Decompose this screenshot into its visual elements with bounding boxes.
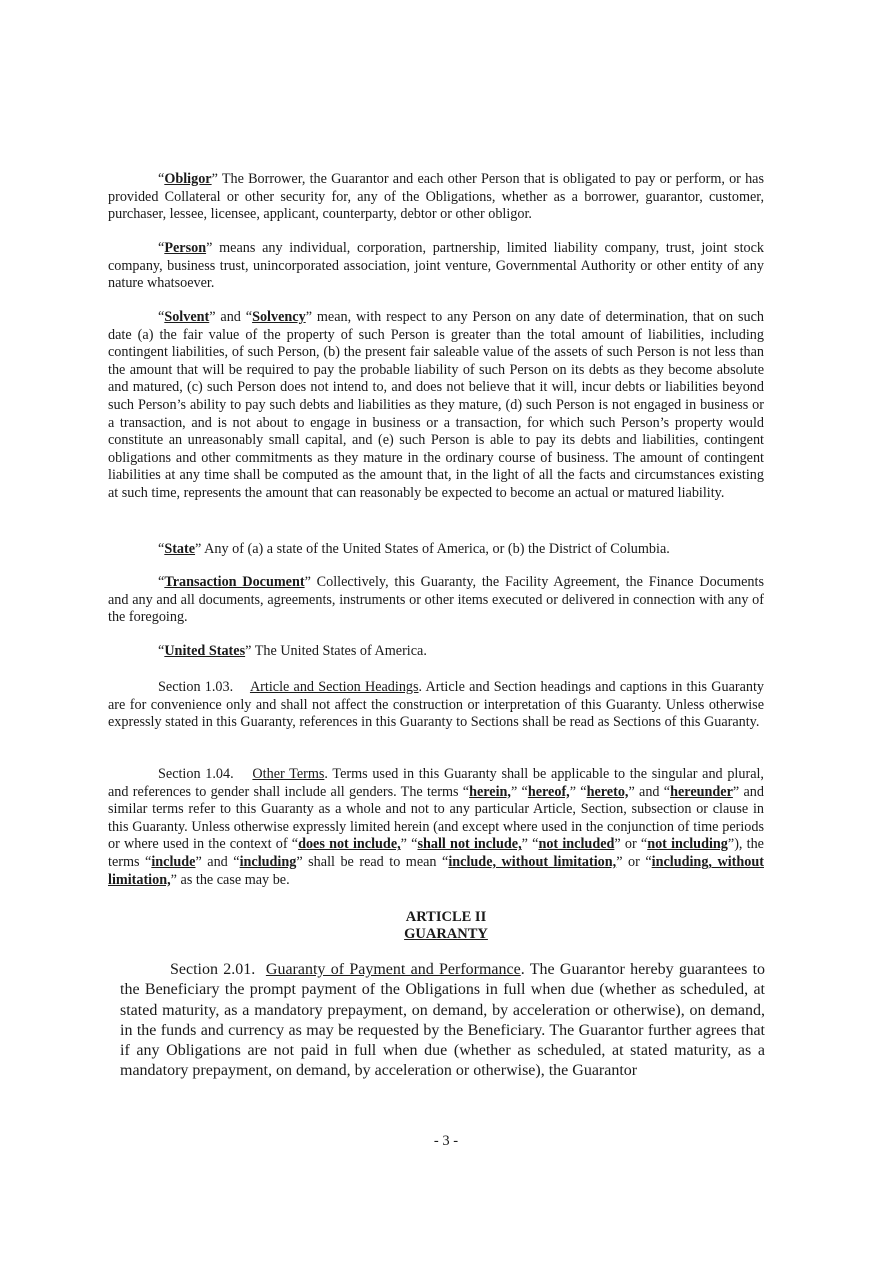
defined-term: not including xyxy=(647,836,728,853)
section-title: Other Terms xyxy=(252,766,325,782)
definition-text: mean, with respect to any Person on any date of determination, that on such date (a) the fair value of the property of such Person is greater than the total amount of liabilities, including contingent liabilities, of such Person, (b) the present fair saleable value of the assets of such Person is not less than the amount that will be required to pay the probable liability of such Person on its debts as they become absolute and matured, (c) such Person does not intend to, and does not believe that it will, incur debts or liabilities beyond such Person’s ability to pay such debts and liabilities as they mature, (d) such Person is not engaged in business or a transaction, and is not about to engage in business or a transaction, for which such Person’s property would constitute an unreasonably small capital, and (e) such Person is able to pay its debts and liabilities, contingent obligations and other commitments as they mature in the ordinary course of business. The amount of contingent liabilities at any time shall be computed as the amount that, in the light of all the facts and circumstances existing at such time, represents the amount that can reasonably be expected to become an actual or matured liability. xyxy=(108,309,764,501)
defined-term: Person xyxy=(164,240,207,256)
definition-text: The Borrower, the Guarantor and each other Person that is obligated to pay or perform, or has provided Collateral or other security for, any of the Obligations, whether as a borrower, guarantor, customer, purchaser, lessee, licensee, applicant, counterparty, debtor or other obligor. xyxy=(108,171,764,223)
defined-term: including, without limitation, xyxy=(108,853,764,888)
defined-term: not included xyxy=(538,836,615,853)
section-title: Guaranty of Payment and Performance xyxy=(265,961,521,978)
defined-term: hereunder xyxy=(670,783,733,800)
definition-text: Collectively, this Guaranty, the Facility Agreement, the Finance Documents and any and all documents, agreements, instruments or other items executed or delivered in connection with any of the foregoing. xyxy=(108,574,764,626)
definition-text: The United States of America. xyxy=(251,643,427,659)
definition-solvent: “Solvent” and “Solvency” mean, with respect to any Person on any date of determination, that on such date (a) the fair value of the property of such Person is greater than the total amount of liabilities, including contingent liabilities, of such Person, (b) the present fair saleable value of the assets of such Person is not less than the amount that will be required to pay the probable liability of such Person on its debts as they become absolute and matured, (c) such Person does not intend to, and does not believe that it will, incur debts or liabilities beyond such Person’s ability to pay such debts and liabilities as they mature, (d) such Person is not engaged in business or a transaction, and is not about to engage in business or a transaction, for which such Person’s property would constitute an unreasonably small capital, and (e) such Person is able to pay its debts and liabilities, contingent obligations and other commitments as they mature in the ordinary course of business. The amount of contingent liabilities at any time shall be computed as the amount that, in the light of all the facts and circumstances existing at such time, represents the amount that can reasonably be expected to become an actual or matured liability. xyxy=(108,309,764,501)
section-number: Section 2.01. xyxy=(170,961,256,978)
article-title: GUARANTY xyxy=(404,926,488,942)
definition-state: “State” Any of (a) a state of the United States of America, or (b) the District of Columbia. xyxy=(158,541,670,557)
defined-term: herein, xyxy=(469,783,511,800)
section-title: Article and Section Headings xyxy=(249,679,419,695)
text-run: ” as the case may be. xyxy=(170,871,290,888)
section-1-04: Section 1.04. Other Terms. Terms used in this Guaranty shall be applicable to the singular and plural, and references to gender shall include all genders. The terms “herein,” “hereof,” “hereto,” and “hereunder” and similar terms refer to this Guaranty as a whole and not to any particular Article, Section, subsection or clause in this Guaranty. Unless otherwise expressly limited herein (and except where used in the conjunction of time periods or where used in the context of “does not include,” “shall not include,” “not included” or “not including”), the terms “include” and “including” shall be read to mean “include, without limitation,” or “including, without limitation,” as the case may be. xyxy=(108,766,764,888)
section-number: Section 1.03. xyxy=(158,679,234,695)
defined-term: does not include, xyxy=(298,836,401,853)
section-2-01 xyxy=(120,960,765,1082)
defined-term: hereto, xyxy=(586,783,629,800)
definition-person: “Person” means any individual, corporation, partnership, limited liability company, trust, joint stock company, business trust, unincorporated association, joint venture, Governmental Authority or other entity of any nature whatsoever. xyxy=(108,240,764,292)
page-number: - 3 - xyxy=(433,1133,459,1149)
defined-term: United States xyxy=(164,643,246,659)
defined-term: Transaction Document xyxy=(164,574,305,590)
definition-obligor: “Obligor” The Borrower, the Guarantor and each other Person that is obligated to pay or perform, or has provided Collateral or other security for, any of the Obligations, whether as a borrower, guarantor, customer, purchaser, lessee, licensee, applicant, counterparty, debtor or other obligor. xyxy=(108,171,764,223)
defined-term: Obligor xyxy=(164,171,212,187)
defined-term: shall not include, xyxy=(417,836,522,853)
text-run: ” and similar terms refer to this Guaranty as a whole and not to any particular Article, Section, subsection or clause in this Guaranty. Unless otherwise expressly limited herein (and except where used in the conjunction of time periods or where used in the context of “ xyxy=(108,783,764,853)
defined-term: include xyxy=(151,853,196,870)
defined-term: State xyxy=(164,541,196,557)
defined-term: including xyxy=(239,853,297,870)
section-text: . Article and Section headings and captions in this Guaranty are for convenience only and shall not affect the construction or interpretation of this Guaranty. Unless otherwise expressly stated in this Guaranty, references in this Guaranty to Sections shall be read as Sections of this Guaranty. xyxy=(108,679,765,731)
defined-term: Solvency xyxy=(252,309,306,325)
section-text: . The Guarantor hereby guarantees to the Beneficiary the prompt payment of the Obligations in full when due (whether as scheduled, at stated maturity, as a mandatory prepayment, on demand, by acceleration or otherwise), on demand, in the funds and currency as may be requested by the Beneficiary. The Guarantor further agrees that if any Obligations are not paid in full when due (whether as scheduled, at stated maturity, as a mandatory prepayment, on demand, by acceleration or otherwise), the Guarantor xyxy=(120,961,766,1080)
text-run: ” or “ xyxy=(614,836,648,853)
text-run: and “ xyxy=(634,783,671,800)
text-run: ”), the terms “ xyxy=(108,836,764,870)
definition-transaction-document: “Transaction Document” Collectively, this Guaranty, the Facility Agreement, the Finance Documents and any and all documents, agreements, instruments or other items executed or delivered in connection with any of the foregoing. xyxy=(108,574,764,626)
defined-term: Solvent xyxy=(164,309,210,325)
defined-term: include, without limitation, xyxy=(448,853,617,870)
defined-term: hereof, xyxy=(527,783,570,800)
section-number: Section 1.04. xyxy=(158,766,234,782)
text-run: ” shall be read to mean “ xyxy=(296,853,449,870)
definition-united-states: “United States” The United States of America. xyxy=(158,643,427,659)
definition-text: Any of (a) a state of the United States of America, or (b) the District of Columbia. xyxy=(201,541,670,557)
text-run: ” and “ xyxy=(195,853,240,870)
text-run: . Terms used in this Guaranty shall be applicable to the singular and plural, and references to gender shall include all genders. The terms “ xyxy=(108,766,764,800)
text-run: ” or “ xyxy=(616,853,652,870)
definition-text: means any individual, corporation, partnership, limited liability company, trust, joint stock company, business trust, unincorporated association, joint venture, Governmental Authority or other entity of any nature whatsoever. xyxy=(108,240,764,292)
term-joiner: ” and “ xyxy=(209,309,253,325)
article-number: ARTICLE II xyxy=(405,909,487,925)
section-1-03 xyxy=(108,679,764,732)
